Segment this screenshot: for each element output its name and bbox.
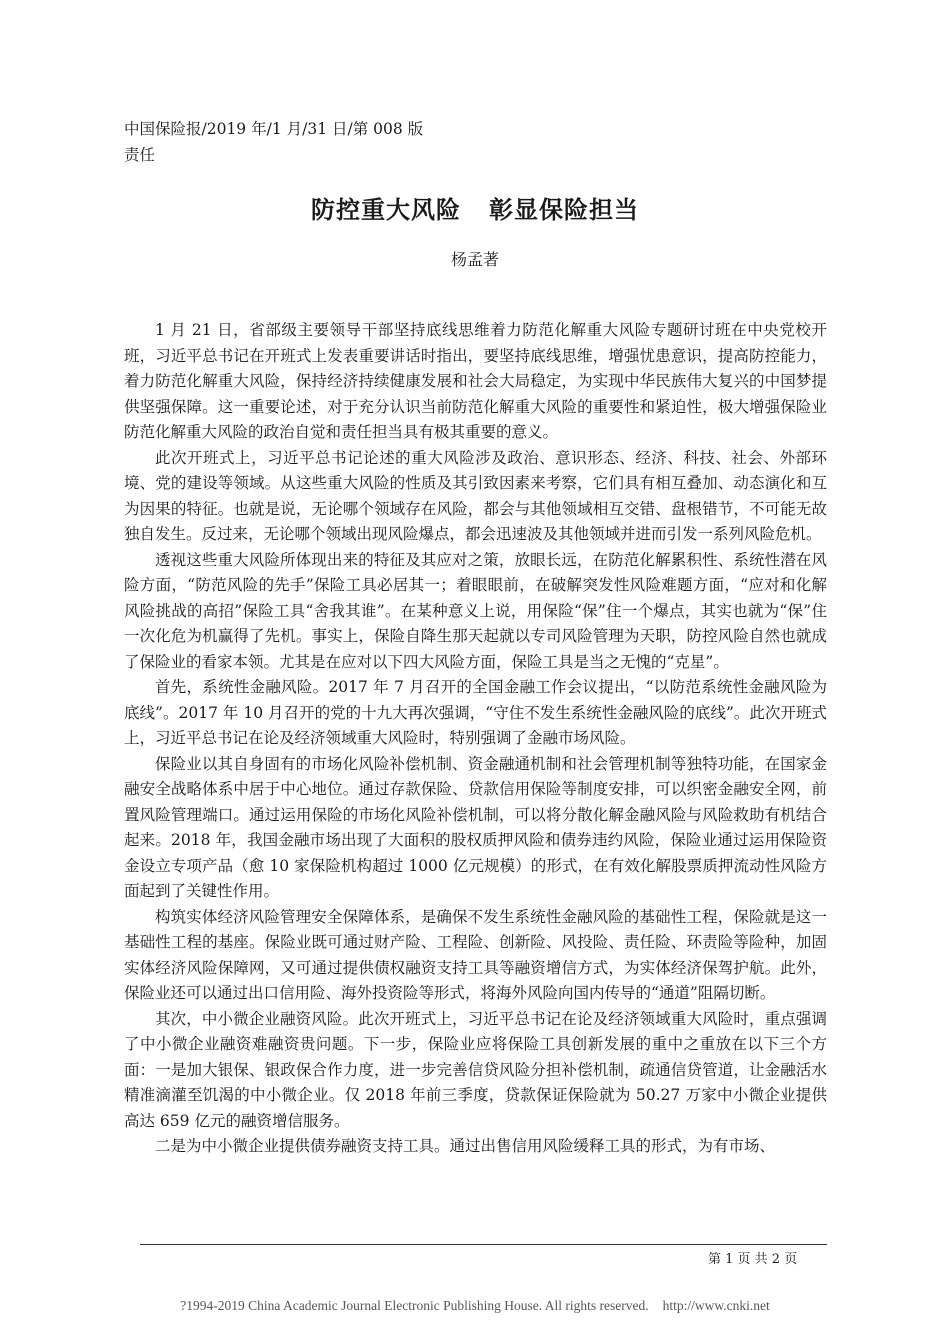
source-block	[124, 116, 423, 168]
paragraph: 1 月 21 日，省部级主要领导干部坚持底线思维着力防范化解重大风险专题研讨班在中央党校开班，习近平总书记在开班式上发表重要讲话时指出，要坚持底线思维，增强忧患意识，提高防控能力，着力防范化解重大风险，保持经济持续健康发展和社会大局稳定，为实现中华民族伟大复兴的中国梦提供坚强保障。这一重要论述，对于充分认识当前防范化解重大风险的重要性和紧迫性，极大增强保险业防范化解重大风险的政治自觉和责任担当具有极其重要的意义。	[124, 321, 827, 441]
copyright-footer	[0, 1298, 950, 1314]
source-line: 中国保险报/2019 年/1 月/31 日/第 008 版	[124, 120, 424, 138]
paragraph: 此次开班式上，习近平总书记论述的重大风险涉及政治、意识形态、经济、科技、社会、外部环境、党的建设等领域。从这些重大风险的性质及其引致因素来考察，它们具有相互叠加、动态演化和互为因果的特征。也就是说，无论哪个领域存在风险，都会与其他领域相互交错、盘根错节，不可能无故独自发生。反过来，无论哪个领域出现风险爆点，都会迅速波及其他领域并进而引发一系列风险危机。	[124, 448, 827, 543]
title-part-2: 彰显保险担当	[489, 196, 639, 224]
paragraph: 透视这些重大风险所体现出来的特征及其应对之策，放眼长远，在防范化解累积性、系统性潜在风险方面，“防范风险的先手”保险工具必居其一；着眼眼前，在破解突发性风险难题方面，“应对和化解风险挑战的高招”保险工具“舍我其谁”。在某种意义上说，用保险“保”住一个爆点，其实也就为“保”住一次化危为机赢得了先机。事实上，保险自降生那天起就以专司风险管理为天职，防控风险自然也就成了保险业的看家本领。尤其是在应对以下四大风险方面，保险工具是当之无愧的“克星”。	[124, 550, 827, 671]
paragraph: 二是为中小微企业提供债券融资支持工具。通过出售信用风险缓释工具的形式，为有市场、	[155, 1137, 776, 1155]
page-indicator: 第 1 页 共 2 页	[708, 1252, 798, 1267]
title-part-1: 防控重大风险	[311, 196, 461, 224]
copyright-text: ?1994-2019 China Academic Journal Electronic Publishing House. All rights reserved.	[180, 1298, 649, 1313]
article-title	[0, 190, 950, 225]
article-body	[124, 318, 827, 1160]
footer-rule	[140, 1244, 827, 1245]
paragraph: 其次，中小微企业融资风险。此次开班式上，习近平总书记在论及经济领域重大风险时，重点强调了中小微企业融资难融资贵问题。下一步，保险业应将保险工具创新发展的重中之重放在以下三个方面：一是加大银保、银政保合作力度，进一步完善信贷风险分担补偿机制，疏通信贷管道，让金融活水精准滴灌至饥渴的中小微企业。仅 2018 年前三季度，贷款保证保险就为 50.27 万家中小微企业提供高达 659 亿元的融资增信服务。	[124, 1009, 827, 1130]
article-author: 杨孟著	[450, 250, 499, 269]
paragraph: 构筑实体经济风险管理安全保障体系，是确保不发生系统性金融风险的基础性工程，保险就是这一基础性工程的基座。保险业既可通过财产险、工程险、创新险、风投险、责任险、环责险等险种，加固实体经济风险保障网，又可通过提供债权融资支持工具等融资增信方式，为实体经济保驾护航。此外，保险业还可以通过出口信用险、海外投资险等形式，将海外风险向国内传导的“通道”阻隔切断。	[124, 907, 827, 1002]
paragraph: 首先，系统性金融风险。2017 年 7 月召开的全国金融工作会议提出，“以防范系统性金融风险为底线”。2017 年 10 月召开的党的十九大再次强调，“守住不发生系统性金融风险的底线”。此次开班式上，习近平总书记在论及经济领域重大风险时，特别强调了金融市场风险。	[124, 678, 827, 747]
paragraph: 保险业以其自身固有的市场化风险补偿机制、资金融通机制和社会管理机制等独特功能，在国家金融安全战略体系中居于中心地位。通过存款保险、贷款信用保险等制度安排，可以织密金融安全网，前置风险管理端口。通过运用保险的市场化风险补偿机制，可以将分散化解金融风险与风险救助有机结合起来。2018 年，我国金融市场出现了大面积的股权质押风险和债券违约风险，保险业通过运用保险资金设立专项产品（愈 10 家保险机构超过 1000 亿元规模）的形式，在有效化解股票质押流动性风险方面起到了关键性作用。	[124, 754, 827, 900]
column-label: 责任	[124, 146, 156, 164]
cnki-link[interactable]: http://www.cnki.net	[662, 1298, 770, 1313]
